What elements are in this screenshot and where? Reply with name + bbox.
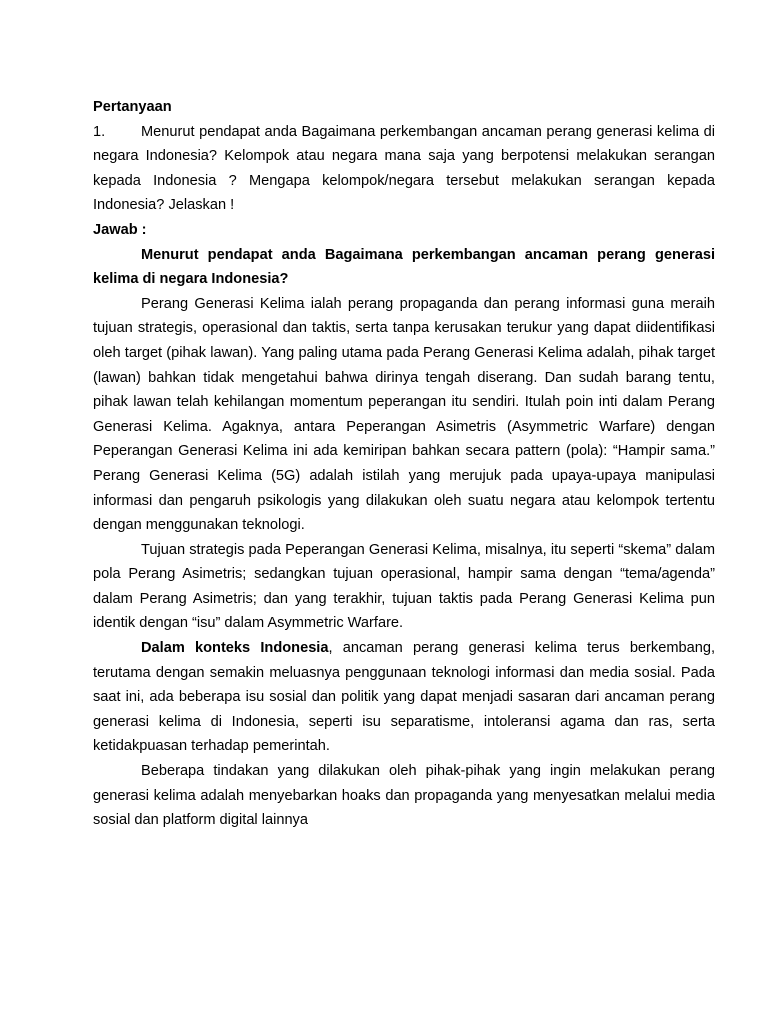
- paragraph-1: Perang Generasi Kelima ialah perang propaganda dan perang informasi guna meraih tujuan strategis, operasional dan taktis, serta tanpa kerusakan terukur yang dapat diidentifikasi oleh target (pihak lawan). Yang paling utama pada Perang Generasi Kelima adalah, pihak target (lawan) bahkan tidak mengetahui bahwa dirinya tengah diserang. Dan sudah barang tentu, pihak lawan telah kehilangan momentum peperangan itu sendiri. Itulah poin inti dalam Perang Generasi Kelima. Agaknya, antara Peperangan Asimetris (Asymmetric Warfare) dengan Peperangan Generasi Kelima ini ada kemiripan bahkan secara pattern (pola): “Hampir sama.” Perang Generasi Kelima (5G) adalah istilah yang merujuk pada upaya-upaya manipulasi informasi dan pengaruh psikologis yang dilakukan oleh suatu negara atau kelompok tertentu dengan menggunakan teknologi.: [93, 295, 715, 534]
- question-item: [93, 120, 715, 218]
- question-number: 1.: [93, 123, 106, 140]
- answer-subheading: Menurut pendapat anda Bagaimana perkembangan ancaman perang generasi kelima di negara Indonesia?: [93, 246, 715, 288]
- document-page: [93, 95, 715, 833]
- paragraph-2: Tujuan strategis pada Peperangan Generasi Kelima, misalnya, itu seperti “skema” dalam pola Perang Asimetris; sedangkan tujuan operasional, hampir sama dengan “tema/agenda” dalam Perang Asimetris; dan yang terakhir, tujuan taktis pada Perang Generasi Kelima pun identik dengan “isu” dalam Asymmetric Warfare.: [93, 541, 715, 632]
- question-text: Menurut pendapat anda Bagaimana perkembangan ancaman perang generasi kelima di negara Indonesia? Kelompok atau negara mana saja yang berpotensi melakukan serangan kepada Indonesia ? Mengapa kelompok/negara tersebut melakukan serangan kepada Indonesia? Jelaskan !: [93, 123, 715, 214]
- paragraph-3-text: , ancaman perang generasi kelima terus berkembang, terutama dengan semakin meluasnya penggunaan teknologi informasi dan media sosial. Pada saat ini, ada beberapa isu sosial dan politik yang dapat menjadi sasaran dari ancaman perang generasi kelima di Indonesia, seperti isu separatisme, intoleransi agama dan ras, serta ketidakpuasan terhadap pemerintah.: [93, 640, 716, 755]
- paragraph-3: [93, 636, 715, 759]
- answer-label: Jawab :: [93, 221, 147, 238]
- paragraph-4: Beberapa tindakan yang dilakukan oleh pihak-pihak yang ingin melakukan perang generasi kelima adalah menyebarkan hoaks dan propaganda yang menyesatkan melalui media sosial dan platform digital lainnya: [93, 763, 715, 829]
- section-title: Pertanyaan: [93, 99, 172, 115]
- paragraph-3-bold-lead: Dalam konteks Indonesia: [141, 640, 329, 657]
